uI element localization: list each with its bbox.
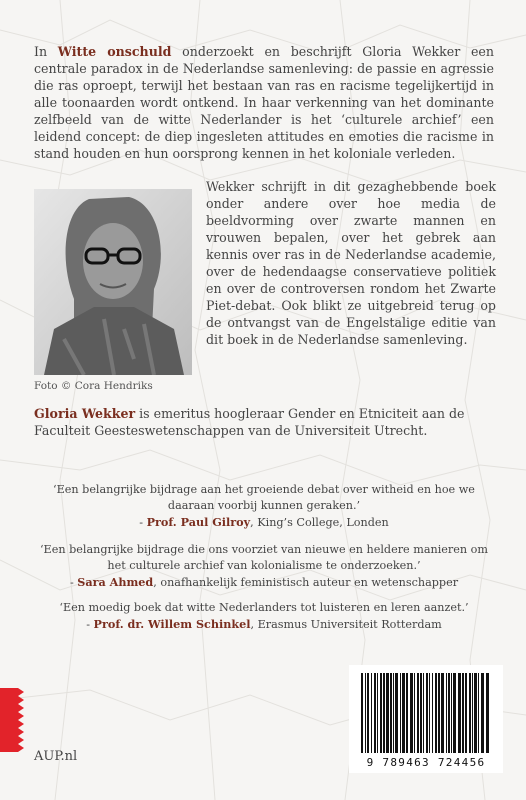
- photo-credit: Foto © Cora Hendriks: [34, 380, 153, 392]
- author-name: Gloria Wekker: [34, 406, 136, 421]
- blurb-attribution: - Sara Ahmed, onafhankelijk feministisch auteur en wetenschapper: [69, 575, 459, 589]
- blurb-text: ‘Een belangrijke bijdrage aan het groeiende debat over witheid en hoe we daaraan voorbij kunnen geraken.’: [53, 483, 475, 512]
- blurb-2: [34, 542, 494, 591]
- blurb-text: ‘Een moedig boek dat witte Nederlanders tot luisteren en leren aanzet.’: [59, 601, 469, 614]
- blurb-1: [34, 482, 494, 531]
- blurb-text: ‘Een belangrijke bijdrage die ons voorziet van nieuwe en heldere manieren om het culturele archief van kolonialisme te onderzoeken.’: [40, 543, 488, 572]
- blurb-attribution: - Prof. dr. Willem Schinkel, Erasmus Universiteit Rotterdam: [86, 617, 442, 631]
- intro-paragraph: In Witte onschuld onderzoekt en beschrijft Gloria Wekker een centrale paradox in de Nederlandse samenleving: de passie en agressie die ras oproept, terwijl het bestaan van ras en racisme tegelijkertijd in alle toonaarden wordt ontkend. In haar verkenning van het dominante zelfbeeld van de witte Nederlander is het ‘culturele archief’ een leidend concept: de diep ingesleten attitudes en emoties die racisme in stand houden en hun oorsprong kennen in het koloniale verleden.: [34, 44, 494, 161]
- blurb-attribution: - Prof. Paul Gilroy, King’s College, Londen: [139, 515, 389, 529]
- publisher-logo-tab: [0, 688, 24, 752]
- isbn-barcode: [349, 665, 503, 773]
- isbn-number: 9 789463 724456: [366, 756, 486, 769]
- blurb-3: [34, 600, 494, 633]
- publisher-url[interactable]: AUP.nl: [34, 749, 78, 764]
- book-title: Witte onschuld: [57, 44, 172, 59]
- body-paragraph: Wekker schrijft in dit gezaghebbende boek onder andere over hoe media de beeldvorming over zwarte mannen en vrouwen bepalen, over het gebrek aan kennis over ras in de Nederlandse academie, over de hedendaagse conservatieve politiek en over de controversen rondom het Zwarte Piet-debat. Ook blikt ze uitgebreid terug op de ontvangst van de Engelstalige editie van dit boek in de Nederlandse samenleving.: [206, 179, 496, 347]
- author-bio: Gloria Wekker is emeritus hoogleraar Gender en Etniciteit aan de Faculteit Geesteswetenschappen van de Universiteit Utrecht.: [34, 406, 465, 438]
- author-photo: [34, 189, 192, 375]
